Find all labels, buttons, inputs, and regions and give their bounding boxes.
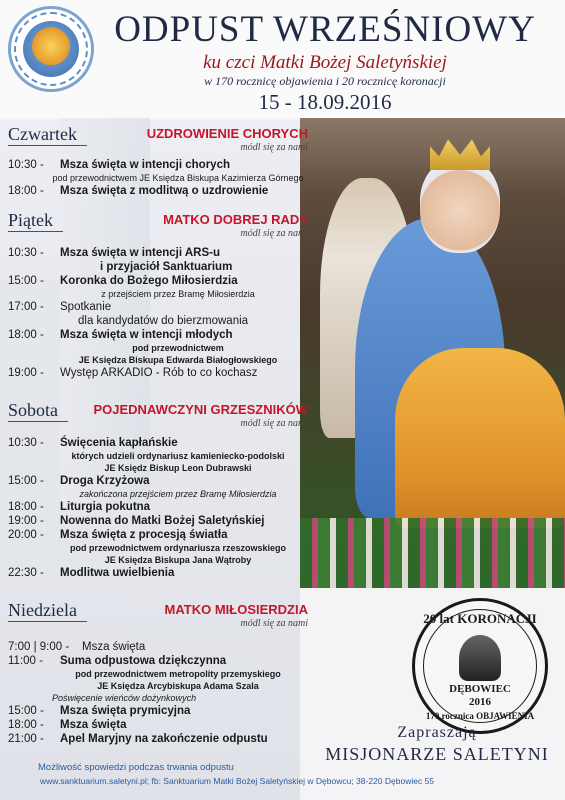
anniversary-stamp (412, 598, 548, 734)
photo-flowers (300, 518, 565, 588)
schedule-row: 7:00 | 9:00 - Msza święta (8, 641, 146, 653)
day-name: Czwartek (8, 124, 87, 146)
coronation-photo (300, 118, 565, 588)
photo-robe (395, 348, 565, 528)
day-section-thursday (8, 124, 308, 197)
day-name: Niedziela (8, 600, 87, 622)
page-title: ODPUST WRZEŚNIOWY (114, 9, 536, 50)
schedule-note: których udzieli ordynariusz kamieniecko-podolski (71, 451, 285, 461)
day-prayer: módl się za nami (240, 228, 308, 239)
schedule-row: 19:00 - Nowenna do Matki Bożej Saletyńskiej (8, 515, 265, 527)
contact-footer: www.sanktuarium.saletyni.pl; fb: Sanktuarium Matki Bożej Saletyńskiej w Dębowcu; 38-220 Dębowiec 55 (40, 776, 435, 786)
schedule-note: pod przewodnictwem metropolity przemyskiego (75, 669, 281, 679)
schedule-row: 20:00 - Msza święta z procesją światła (8, 529, 228, 541)
schedule-note: JE Księdz Biskup Leon Dubrawski (104, 463, 252, 473)
stamp-place: DĘBOWIEC (449, 683, 511, 695)
day-name: Piątek (8, 210, 63, 232)
day-section-sunday (8, 600, 308, 760)
invite-line-2: MISJONARZE SALETYNI (325, 744, 549, 764)
stamp-top-text: 20 lat KORONACJI (423, 611, 537, 626)
photo-statue-head (420, 158, 500, 253)
anniversary-line: w 170 rocznicę objawienia i 20 rocznicę koronacji (204, 74, 446, 88)
schedule-note: pod przewodnictwem JE Księdza Biskupa Kazimierza Górnego (52, 173, 304, 183)
invite-line-1: Zapraszają (397, 724, 477, 741)
mercy-logo (8, 6, 94, 92)
day-theme: MATKO DOBREJ RADY (163, 212, 308, 227)
schedule-row-cont: dla kandydatów do bierzmowania (78, 315, 249, 327)
day-prayer: módl się za nami (240, 142, 308, 153)
schedule-note: zakończona przejściem przez Bramę Miłosierdzia (79, 489, 277, 499)
day-rows (8, 640, 308, 746)
schedule-note: pod przewodnictwem ordynariusza rzeszowskiego (69, 543, 287, 553)
day-theme: POJEDNAWCZYNI GRZESZNIKÓW (93, 402, 308, 417)
day-prayer: módl się za nami (240, 418, 308, 429)
day-section-saturday (8, 400, 308, 590)
stamp-year: 2016 (469, 696, 491, 708)
schedule-note: z przejściem przez Bramę Miłosierdzia (101, 289, 255, 299)
poster-header (0, 0, 565, 118)
schedule-note: Poświęcenie wieńców dożynkowych (52, 693, 197, 703)
schedule-row: 18:00 - Msza święta w intencji młodych (8, 329, 233, 341)
schedule-row: 18:00 - Msza święta z modlitwą o uzdrowienie (8, 185, 269, 197)
schedule-row-cont: i przyjaciół Sanktuarium (100, 261, 233, 273)
day-rows (8, 158, 308, 198)
madonna-icon (459, 635, 501, 681)
schedule-row: 19:00 - Występ ARKADIO - Rób to co kochasz (8, 367, 258, 379)
day-section-friday (8, 210, 308, 390)
schedule-row: 18:00 - Msza święta (8, 719, 127, 731)
subtitle: ku czci Matki Bożej Saletyńskiej (203, 52, 447, 73)
schedule-row: 18:00 - Liturgia pokutna (8, 501, 151, 513)
schedule-row: 17:00 - Spotkanie (8, 301, 112, 313)
schedule-row: 22:30 - Modlitwa uwielbienia (8, 567, 175, 579)
day-theme: MATKO MIŁOSIERDZIA (164, 602, 308, 617)
logo-emblem (23, 21, 79, 77)
event-dates: 15 - 18.09.2016 (258, 90, 392, 114)
schedule-row: 11:00 - Suma odpustowa dziękczynna (8, 655, 227, 667)
confession-note: Możliwość spowiedzi podczas trwania odpustu (38, 762, 234, 773)
schedule-note: JE Księdza Biskupa Edwarda Białogłowskiego (78, 355, 278, 365)
day-prayer: módl się za nami (240, 618, 308, 629)
schedule-row: 10:30 - Msza święta w intencji ARS-u (8, 247, 220, 259)
day-rows (8, 436, 308, 580)
stamp-bottom-text: 170 rocznica OBJAWIENIA (425, 711, 535, 721)
day-name: Sobota (8, 400, 68, 422)
schedule-row: 15:00 - Koronka do Bożego Miłosierdzia (8, 275, 238, 287)
schedule-note: JE Księdza Biskupa Jana Wątroby (104, 555, 252, 565)
schedule-row: 21:00 - Apel Maryjny na zakończenie odpustu (8, 733, 268, 745)
schedule-row: 10:30 - Święcenia kapłańskie (8, 437, 178, 449)
schedule-row: 15:00 - Droga Krzyżowa (8, 475, 150, 487)
day-theme: UZDROWIENIE CHORYCH (146, 126, 308, 141)
schedule-row: 15:00 - Msza święta prymicyjna (8, 705, 191, 717)
schedule-note: pod przewodnictwem (132, 343, 224, 353)
schedule-row: 10:30 - Msza święta w intencji chorych (8, 159, 230, 171)
day-rows (8, 246, 308, 380)
schedule-note: JE Księdza Arcybiskupa Adama Szala (97, 681, 259, 691)
